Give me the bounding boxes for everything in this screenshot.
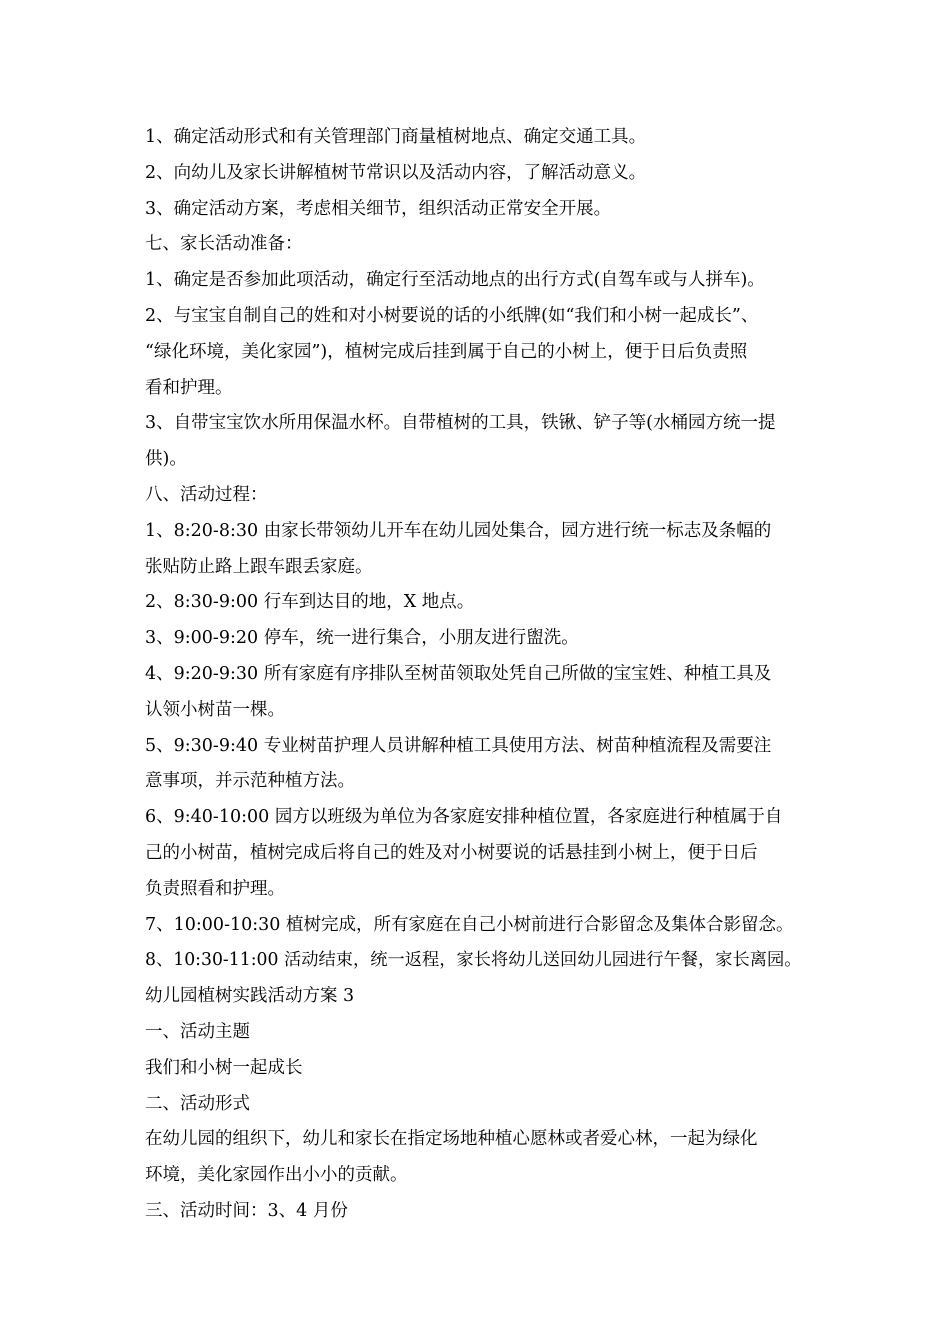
text-line: 4、9:20-9:30 所有家庭有序排队至树苗领取处凭自己所做的宝宝姓、种植工具及 xyxy=(145,663,772,684)
text-line: 我们和小树一起成长 xyxy=(145,1057,303,1078)
text-line: 环境，美化家园作出小小的贡献。 xyxy=(145,1165,408,1186)
text-line: 3、自带宝宝饮水所用保温水杯。自带植树的工具，铁锹、铲子等(水桶园方统一提 xyxy=(145,413,776,434)
text-line: 己的小树苗，植树完成后将自己的姓及对小树要说的话悬挂到小树上，便于日后 xyxy=(145,842,758,863)
document-title: 幼儿园植树实践活动方案 3 xyxy=(145,986,355,1007)
section-heading: 二、活动形式 xyxy=(145,1093,250,1114)
section-heading: 三、活动时间：3、4 月份 xyxy=(145,1200,348,1221)
text-line: 3、9:00-9:20 停车，统一进行集合，小朋友进行盥洗。 xyxy=(145,628,579,649)
text-line: 看和护理。 xyxy=(145,377,233,398)
text-line: 负责照看和护理。 xyxy=(145,878,285,899)
text-line: 认领小树苗一棵。 xyxy=(145,699,285,720)
text-line: 供)。 xyxy=(145,449,187,470)
section-heading: 七、家长活动准备： xyxy=(145,234,303,255)
text-line: 3、确定活动方案，考虑相关细节，组织活动正常安全开展。 xyxy=(145,198,612,219)
text-line: 1、确定是否参加此项活动，确定行至活动地点的出行方式(自驾车或与人拼车)。 xyxy=(145,270,765,291)
text-line: 2、与宝宝自制自己的姓和对小树要说的话的小纸牌(如“我们和小树一起成长”、 xyxy=(145,305,759,326)
text-line: “绿化环境，美化家园”)，植树完成后挂到属于自己的小树上，便于日后负责照 xyxy=(145,341,748,362)
text-line: 5、9:30-9:40 专业树苗护理人员讲解种植工具使用方法、树苗种植流程及需要注 xyxy=(145,735,772,756)
text-line: 张贴防止路上跟车跟丢家庭。 xyxy=(145,556,373,577)
text-line: 2、8:30-9:00 行车到达目的地，X 地点。 xyxy=(145,592,475,613)
text-line: 在幼儿园的组织下，幼儿和家长在指定场地种植心愿林或者爱心林，一起为绿化 xyxy=(145,1129,758,1150)
text-line: 1、8:20-8:30 由家长带领幼儿开车在幼儿园处集合，园方进行统一标志及条幅的 xyxy=(145,520,772,541)
text-line: 意事项，并示范种植方法。 xyxy=(145,771,355,792)
text-line: 6、9:40-10:00 园方以班级为单位为各家庭安排种植位置，各家庭进行种植属于自 xyxy=(145,807,783,828)
section-heading: 八、活动过程： xyxy=(145,484,268,505)
text-line: 2、向幼儿及家长讲解植树节常识以及活动内容，了解活动意义。 xyxy=(145,162,647,183)
text-line: 8、10:30-11:00 活动结束，统一返程，家长将幼儿送回幼儿园进行午餐，家长离园。 xyxy=(145,950,802,971)
text-line: 7、10:00-10:30 植树完成，所有家庭在自己小树前进行合影留念及集体合影留念。 xyxy=(145,914,794,935)
section-heading: 一、活动主题 xyxy=(145,1021,250,1042)
document-body xyxy=(145,120,810,1230)
text-line: 1、确定活动形式和有关管理部门商量植树地点、确定交通工具。 xyxy=(145,127,647,147)
